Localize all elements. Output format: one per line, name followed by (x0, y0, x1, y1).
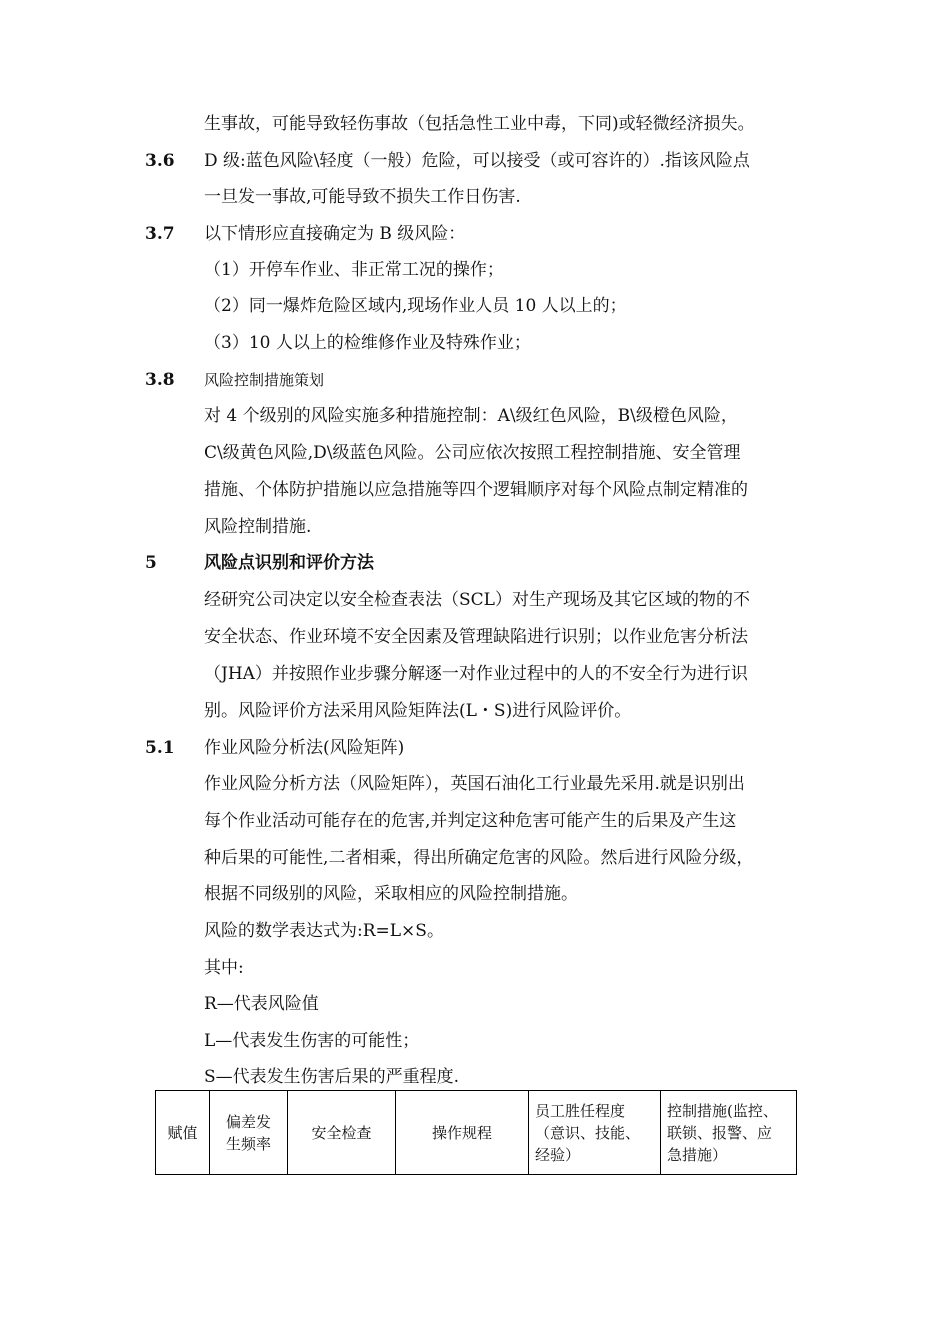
paragraph-line: D 级:蓝色风险\轻度（一般）危险，可以接受（或可容许的）.指该风险点 (204, 151, 750, 171)
paragraph-line: 安全状态、作业环境不安全因素及管理缺陷进行识别；以作业危害分析法 (204, 627, 748, 647)
section-title: 风险控制措施策划 (204, 371, 325, 389)
definition-line: S—代表发生伤害后果的严重程度. (204, 1067, 460, 1087)
paragraph-line: 风险控制措施. (204, 517, 312, 537)
list-item: （3）10 人以上的检维修作业及特殊作业； (204, 333, 531, 353)
paragraph-line: 措施、个体防护措施以应急措施等四个逻辑顺序对每个风险点制定精准的 (204, 480, 748, 500)
paragraph-line: C\级黄色风险,D\级蓝色风险。公司应依次按照工程控制措施、安全管理 (204, 443, 741, 463)
header-cell-frequency: 偏差发 生频率 (210, 1091, 288, 1175)
section-number: 3.8 (145, 370, 175, 390)
paragraph-line: （JHA）并按照作业步骤分解逐一对作业过程中的人的不安全行为进行识 (204, 664, 748, 684)
paragraph-line: 作业风险分析方法（风险矩阵），英国石油化工行业最先采用.就是识别出 (204, 774, 745, 794)
paragraph-line: 以下情形应直接确定为 B 级风险： (204, 224, 466, 244)
paragraph-line: 种后果的可能性,二者相乘，得出所确定危害的风险。然后进行风险分级， (204, 848, 754, 868)
header-cell-competence: 员工胜任程度 （意识、技能、 经验） (529, 1091, 661, 1175)
formula-line: 风险的数学表达式为:R=L×S。 (204, 921, 444, 941)
header-cell-procedure: 操作规程 (396, 1091, 529, 1175)
paragraph-line: 一旦发一事故,可能导致不损失工作日伤害. (204, 187, 521, 207)
paragraph-line: 对 4 个级别的风险实施多种措施控制：A\级红色风险，B\级橙色风险， (204, 406, 738, 426)
definition-line: R—代表风险值 (204, 994, 319, 1014)
paragraph-line: 别。风险评价方法采用风险矩阵法(L・S)进行风险评价。 (204, 701, 632, 721)
list-item: （1）开停车作业、非正常工况的操作； (204, 260, 504, 280)
header-cell-control-measures: 控制措施(监控、 联锁、报警、应 急措施） (661, 1091, 797, 1175)
section-number: 5 (145, 553, 157, 573)
paragraph-line: 其中: (204, 958, 244, 978)
section-number: 3.7 (145, 224, 175, 244)
list-item: （2）同一爆炸危险区域内,现场作业人员 10 人以上的； (204, 296, 627, 316)
paragraph-line: 经研究公司决定以安全检查表法（SCL）对生产现场及其它区域的物的不 (204, 590, 750, 610)
header-cell-safety-check: 安全检查 (288, 1091, 396, 1175)
table-header-row (156, 1091, 797, 1175)
section-number: 3.6 (145, 151, 175, 171)
assessment-table (155, 1090, 797, 1175)
paragraph-line: 根据不同级别的风险，采取相应的风险控制措施。 (204, 884, 578, 904)
section-title: 作业风险分析法(风险矩阵) (204, 738, 405, 758)
definition-line: L—代表发生伤害的可能性； (204, 1031, 420, 1051)
header-cell-score: 赋值 (156, 1091, 210, 1175)
section-number: 5.1 (145, 738, 175, 758)
paragraph-line: 每个作业活动可能存在的危害,并判定这种危害可能产生的后果及产生这 (204, 811, 737, 831)
section-title: 风险点识别和评价方法 (204, 553, 374, 573)
paragraph-line: 生事故，可能导致轻伤事故（包括急性工业中毒，下同)或轻微经济损失。 (204, 114, 755, 134)
